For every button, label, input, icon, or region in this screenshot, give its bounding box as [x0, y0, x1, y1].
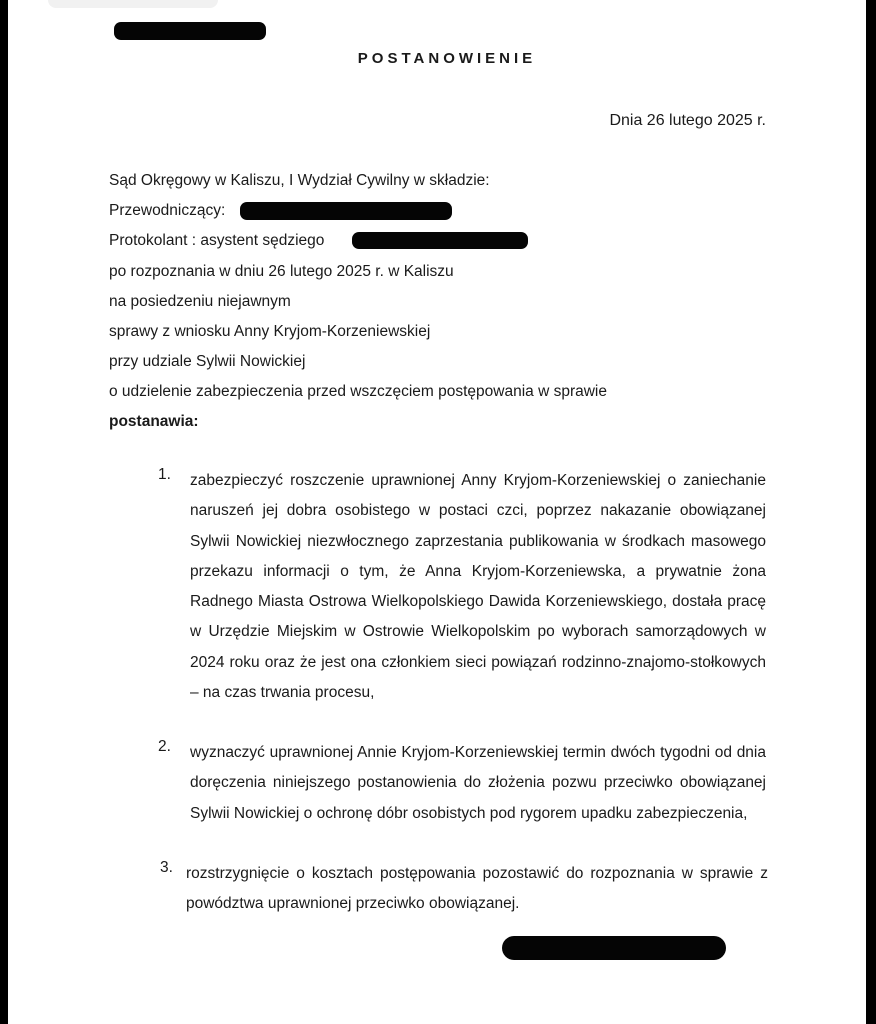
decision-item-text: zabezpieczyć roszczenie uprawnionej Anny Kryjom-Korzeniewskiej o zaniechanie naruszeń jej dobra osobistego w postaci czci, poprzez nakazanie obowiązanej Sylwii Nowickiej niezwłocznego zaprzestania publikowania w środkach masowego przekazu informacji o tym, że Anna Kryjom-Korzeniewska, a prywatnie żona Radnego Miasta Ostrowa Wielkopolskiego Dawida Korzeniewskiego, dostała pracę w Urzędzie Miejskim w Ostrowie Wielkopolskim po wyborach samorządowych w 2024 roku oraz że jest ona członkiem sieci powiązań rodzinno-znajomo-stołkowych – na czas trwania procesu, [190, 472, 766, 702]
decision-item-number: 2. [158, 738, 171, 755]
presiding-judge-line: Przewodniczący: [109, 202, 226, 219]
decides-heading: postanawia: [109, 413, 199, 430]
document-date: Dnia 26 lutego 2025 r. [609, 112, 766, 129]
recorder-line: Protokolant : asystent sędziego [109, 232, 325, 249]
decision-item-number: 1. [158, 466, 171, 483]
decision-item-3 [160, 859, 768, 920]
decision-item-number: 3. [160, 859, 173, 876]
decision-item-1 [158, 466, 766, 708]
decision-item-text: rozstrzygnięcie o kosztach postępowania pozostawić do rozpoznania w sprawie z powództwa uprawnionej przeciwko obowiązanej. [186, 865, 768, 913]
applicant-line: sprawy z wniosku Anny Kryjom-Korzeniewskiej [109, 323, 431, 340]
redaction-judge-name [240, 202, 452, 220]
top-edge-artifact [48, 0, 218, 8]
redaction-recorder-name [352, 232, 528, 249]
subject-line: o udzielenie zabezpieczenia przed wszczęciem postępowania w sprawie [109, 383, 607, 400]
session-type-line: na posiedzeniu niejawnym [109, 293, 291, 310]
hearing-date-line: po rozpoznania w dniu 26 lutego 2025 r. w Kaliszu [109, 263, 454, 280]
decision-item-text: wyznaczyć uprawnionej Annie Kryjom-Korzeniewskiej termin dwóch tygodni od dnia doręczenia niniejszego postanowienia do złożenia pozwu przeciwko obowiązanej Sylwii Nowickiej o ochronę dóbr osobistych pod rygorem upadku zabezpieczenia, [190, 744, 766, 822]
decision-item-2 [158, 738, 766, 829]
redaction-top-left [114, 22, 266, 40]
redaction-signature [502, 936, 726, 960]
participant-line: przy udziale Sylwii Nowickiej [109, 353, 306, 370]
document-title: POSTANOWIENIE [357, 50, 537, 67]
document-page [8, 0, 866, 1024]
court-composition-line: Sąd Okręgowy w Kaliszu, I Wydział Cywilny w składzie: [109, 172, 490, 189]
